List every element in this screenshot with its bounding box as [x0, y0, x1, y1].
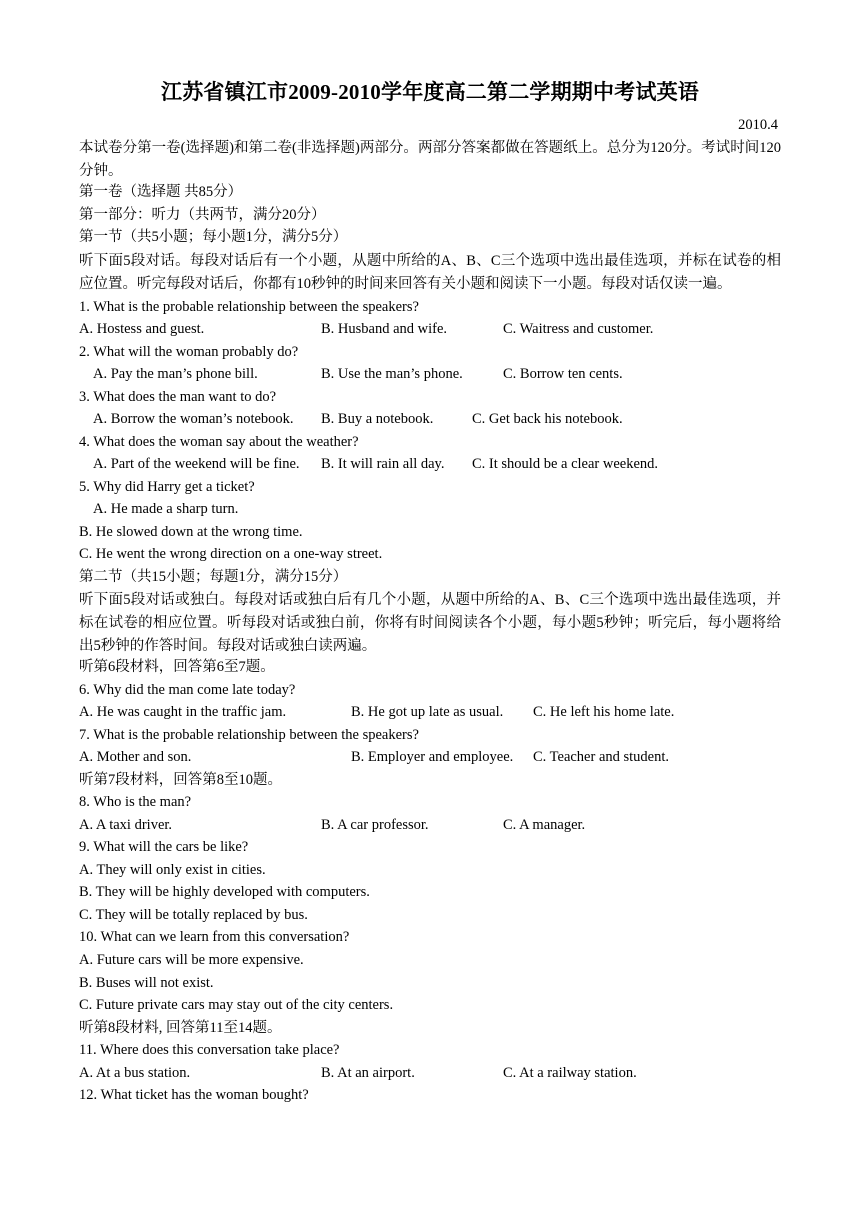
question-stem: 7. What is the probable relationship between the speakers?: [79, 727, 419, 743]
option-c: C. Get back his notebook.: [472, 411, 623, 427]
section1-heading: 第一节（共5小题；每小题1分，满分5分）: [79, 229, 348, 245]
page-title: 江苏省镇江市2009-2010学年度高二第二学期期中考试英语: [161, 80, 699, 104]
option-c: C. It should be a clear weekend.: [472, 456, 659, 472]
option-a: A. Part of the weekend will be fine.: [93, 456, 300, 472]
option-b: B. It will rain all day.: [321, 456, 445, 472]
question-stem: 1. What is the probable relationship between the speakers?: [79, 299, 419, 315]
option-a: A. Borrow the woman’s notebook.: [93, 411, 294, 427]
question-stem: 5. Why did Harry get a ticket?: [79, 479, 255, 495]
question-stem: 4. What does the woman say about the weather?: [79, 434, 359, 450]
option-a: A. Future cars will be more expensive.: [79, 952, 304, 968]
option-b: B. At an airport.: [321, 1065, 415, 1081]
question-stem: 12. What ticket has the woman bought?: [79, 1087, 309, 1103]
material-heading: 听第8段材料, 回答第11至14题。: [79, 1020, 282, 1036]
section2-instructions: 听下面5段对话或独白。每段对话或独白后有几个小题，从题中所给的A、B、C三个选项中选出最佳选项，并标在试卷的相应位置。听每段对话或独白前，你将有时间阅读各个小题，每小题5秒钟；听完后，每小题将给出5秒钟的作答时间。每段对话或独白读两遍。: [79, 592, 781, 654]
option-b: B. Buses will not exist.: [79, 975, 214, 991]
option-c: C. Future private cars may stay out of the city centers.: [79, 997, 394, 1013]
option-c: C. They will be totally replaced by bus.: [79, 907, 308, 923]
option-a: A. Pay the man’s phone bill.: [93, 366, 258, 382]
volume-heading: 第一卷（选择题 共85分）: [79, 184, 243, 200]
question-stem: 9. What will the cars be like?: [79, 839, 249, 855]
option-c: C. He left his home late.: [533, 704, 675, 720]
part-heading: 第一部分：听力（共两节，满分20分）: [79, 207, 326, 223]
exam-date: 2010.4: [738, 117, 778, 133]
option-b: B. Use the man’s phone.: [321, 366, 463, 382]
option-a: A. At a bus station.: [79, 1065, 191, 1081]
option-b: B. Employer and employee.: [351, 749, 514, 765]
material-heading: 听第7段材料，回答第8至10题。: [79, 772, 282, 788]
option-a: A. They will only exist in cities.: [79, 862, 266, 878]
section2-heading: 第二节（共15小题；每题1分，满分15分）: [79, 569, 348, 585]
option-c: C. Teacher and student.: [533, 749, 670, 765]
option-c: C. He went the wrong direction on a one-way street.: [79, 546, 383, 562]
option-a: A. He was caught in the traffic jam.: [79, 704, 287, 720]
option-c: C. Borrow ten cents.: [503, 366, 623, 382]
question-stem: 10. What can we learn from this conversation?: [79, 929, 350, 945]
option-b: B. He got up late as usual.: [351, 704, 504, 720]
option-a: A. He made a sharp turn.: [93, 501, 239, 517]
question-stem: 2. What will the woman probably do?: [79, 344, 299, 360]
option-c: C. At a railway station.: [503, 1065, 637, 1081]
option-b: B. Buy a notebook.: [321, 411, 434, 427]
option-b: B. He slowed down at the wrong time.: [79, 524, 303, 540]
option-b: B. Husband and wife.: [321, 321, 448, 337]
material-heading: 听第6段材料，回答第6至7题。: [79, 659, 275, 675]
exam-intro: 本试卷分第一卷(选择题)和第二卷(非选择题)两部分。两部分答案都做在答题纸上。总分为120分。考试时间120分钟。: [79, 140, 781, 179]
question-stem: 8. Who is the man?: [79, 794, 192, 810]
question-stem: 6. Why did the man come late today?: [79, 682, 296, 698]
option-b: B. They will be highly developed with computers.: [79, 884, 370, 900]
option-b: B. A car professor.: [321, 817, 429, 833]
option-a: A. Hostess and guest.: [79, 321, 205, 337]
option-c: C. A manager.: [503, 817, 586, 833]
section1-instructions: 听下面5段对话。每段对话后有一个小题，从题中所给的A、B、C三个选项中选出最佳选项，并标在试卷的相应位置。听完每段对话后，你都有10秒钟的时间来回答有关小题和阅读下一小题。每段对话仅读一遍。: [79, 253, 781, 292]
option-a: A. Mother and son.: [79, 749, 192, 765]
option-c: C. Waitress and customer.: [503, 321, 654, 337]
question-stem: 11. Where does this conversation take place?: [79, 1042, 340, 1058]
question-stem: 3. What does the man want to do?: [79, 389, 277, 405]
option-a: A. A taxi driver.: [79, 817, 173, 833]
